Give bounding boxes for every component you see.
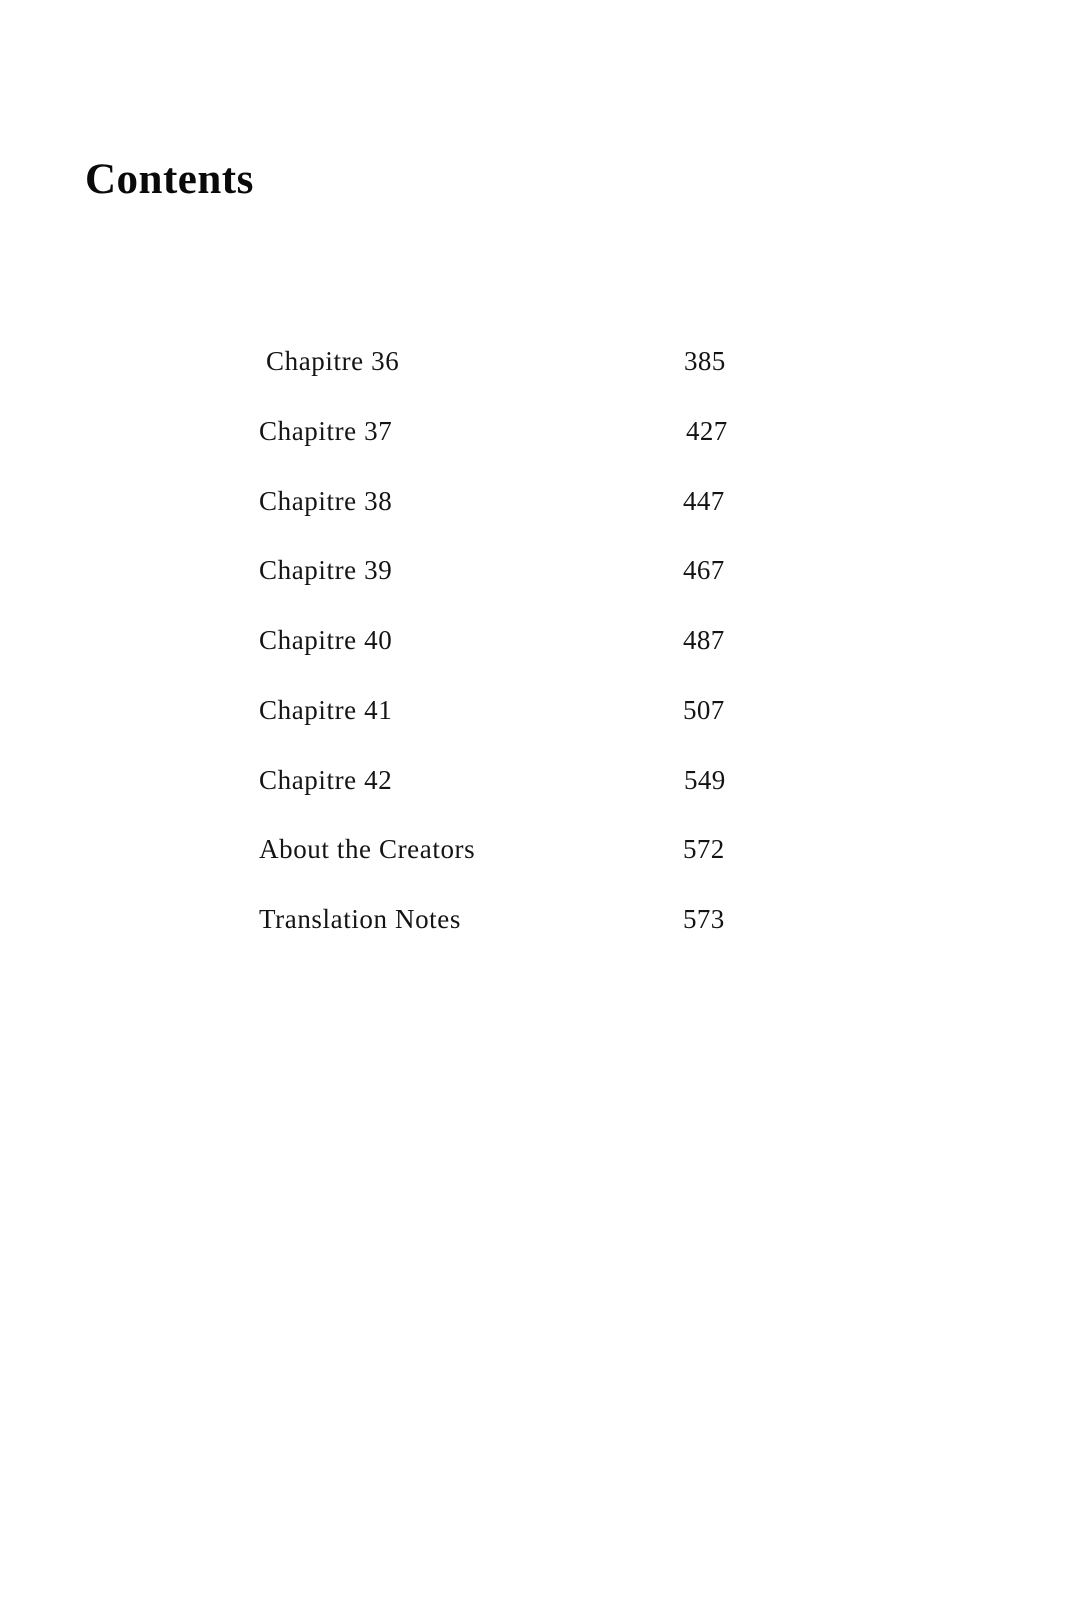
toc-entry-label: Chapitre 42 [259,765,393,795]
toc-entry-page-number: 549 [684,765,726,795]
toc-entry-chapitre-38[interactable] [259,481,729,521]
toc-entry-about-the-creators[interactable] [259,829,729,869]
toc-entry-chapitre-36[interactable] [259,341,729,381]
toc-entry-label: Chapitre 38 [259,486,393,516]
page-title: Contents [85,156,254,203]
toc-entry-label: Chapitre 41 [259,695,393,725]
toc-entry-chapitre-37[interactable] [259,411,729,451]
toc-entry-chapitre-40[interactable] [259,620,729,660]
toc-entry-label: Chapitre 40 [259,625,393,655]
toc-entry-page-number: 447 [683,486,725,516]
toc-entry-page-number: 487 [683,625,725,655]
toc-entry-label: Translation Notes [259,904,461,934]
toc-entry-page-number: 573 [683,904,725,934]
toc-entry-page-number: 467 [683,555,725,585]
toc-entry-label: About the Creators [259,834,476,864]
toc-entry-chapitre-42[interactable] [259,760,729,800]
toc-entry-label: Chapitre 37 [259,416,393,446]
toc-entry-page-number: 385 [684,346,726,376]
toc-entry-translation-notes[interactable] [259,899,729,939]
toc-entry-page-number: 427 [686,416,728,446]
toc-entry-chapitre-39[interactable] [259,550,729,590]
toc-entry-label: Chapitre 36 [266,346,400,376]
toc-entry-page-number: 572 [683,834,725,864]
toc-entry-page-number: 507 [683,695,725,725]
toc-entry-label: Chapitre 39 [259,555,393,585]
toc-entry-chapitre-41[interactable] [259,690,729,730]
